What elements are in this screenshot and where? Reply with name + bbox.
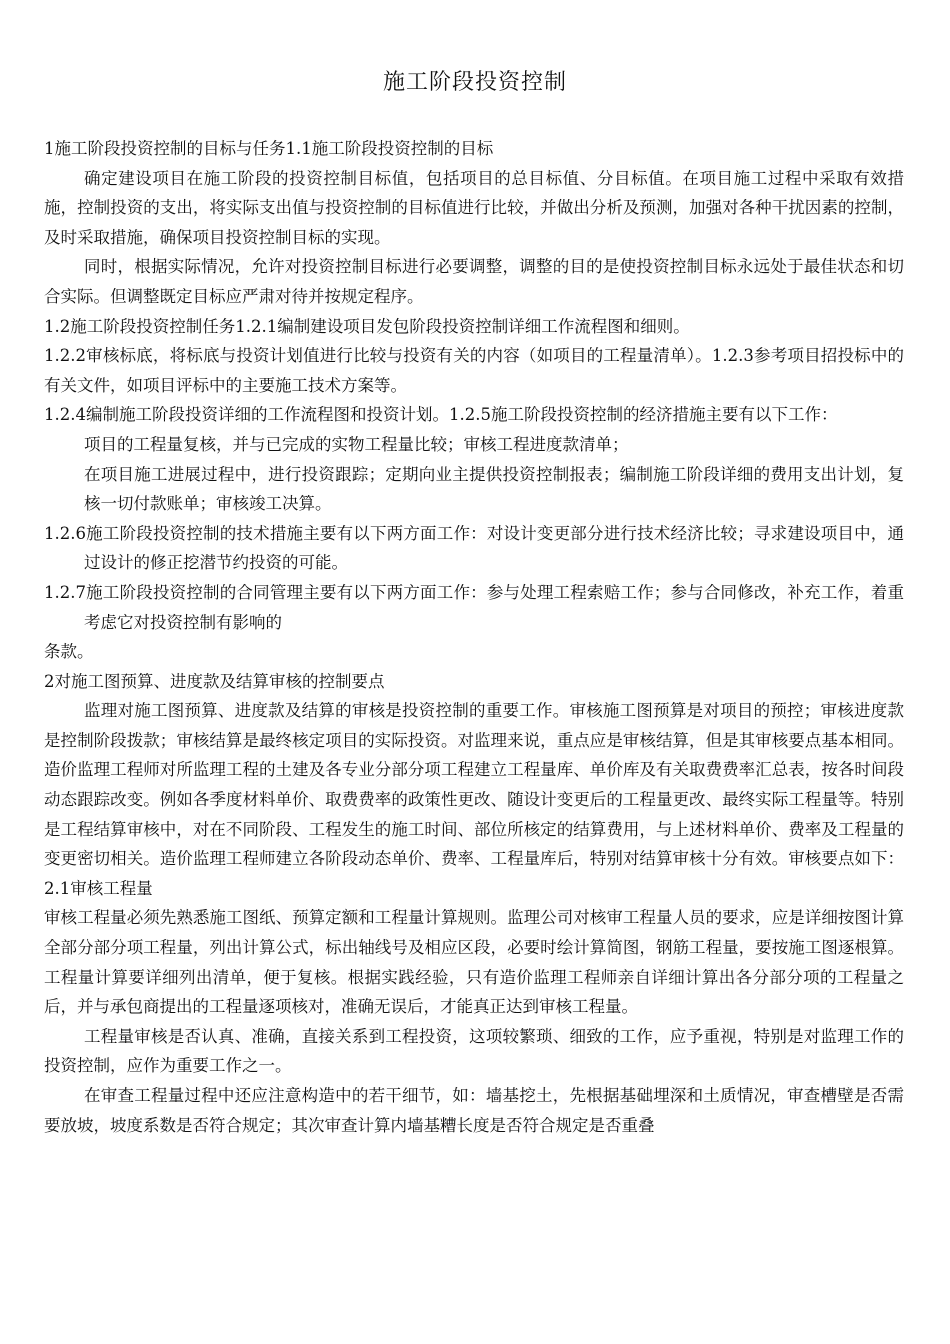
paragraph-quantity-audit: 审核工程量必须先熟悉施工图纸、预算定额和工程量计算规则。监理公司对核审工程量人员的要求，应是详细按图计算全部分部分项工程量，列出计算公式，标出轴线号及相应区段，必要时绘计算简图，钢筋工程量，要按施工图逐根算。工程量计算要详细列出清单，便于复核。根据实践经验，只有造价监理工程师亲自详细计算出各分部分项的工程量之后，并与承包商提出的工程量逐项核对，准确无误后，才能真正达到审核工程量。 <box>44 908 904 1017</box>
subsection-1-2-4: 1.2.4编制施工阶段投资详细的工作流程图和投资计划。1.2.5施工阶段投资控制的经济措施主要有以下工作： <box>44 405 838 425</box>
paragraph-construction-details: 在审查工程量过程中还应注意构造中的若干细节，如：墙基挖土，先根据基础埋深和土质情况，审查槽壁是否需要放坡，坡度系数是否符合规定；其次审查计算内墙基糟长度是否符合规定是否重叠 <box>44 1086 904 1135</box>
section-heading-2: 2对施工图预算、进度款及结算审核的控制要点 <box>44 671 385 691</box>
page-title: 施工阶段投资控制 <box>382 70 567 95</box>
document-body <box>44 134 904 1140</box>
list-item-quantity-review: 项目的工程量复核，并与已完成的实物工程量比较；审核工程进度款清单； <box>84 434 629 454</box>
section-heading-1: 1施工阶段投资控制的目标与任务1.1施工阶段投资控制的目标 <box>44 139 494 158</box>
paragraph-adjustment: 同时，根据实际情况，允许对投资控制目标进行必要调整，调整的目的是使投资控制目标永远处于最佳状态和切合实际。但调整既定目标应严肃对待并按规定程序。 <box>44 257 904 306</box>
subsection-1-2: 1.2施工阶段投资控制任务1.2.1编制建设项目发包阶段投资控制详细工作流程图和细则。 <box>44 316 690 336</box>
paragraph-target: 确定建设项目在施工阶段的投资控制目标值，包括项目的总目标值、分目标值。在项目施工过程中采取有效措施，控制投资的支出，将实际支出值与投资控制的目标值进行比较，并做出分析及预测，加强对各种干扰因素的控制，及时采取措施，确保项目投资控制目标的实现。 <box>44 168 904 247</box>
subsection-1-2-2: 1.2.2审核标底，将标底与投资计划值进行比较与投资有关的内容（如项目的工程量清单）。1.2.3参考项目招投标中的有关文件，如项目评标中的主要施工技术方案等。 <box>44 346 904 395</box>
paragraph-clause-end: 条款。 <box>44 642 94 662</box>
paragraph-audit-overview: 监理对施工图预算、进度款及结算的审核是投资控制的重要工作。审核施工图预算是对项目的预控；审核进度款是控制阶段拨款；审核结算是最终核定项目的实际投资。对监理来说，重点应是审核结算，但是其审核要点基本相同。造价监理工程师对所监理工程的土建及各专业分部分项工程建立工程量库、单价库及有关取费费率汇总表，按各时间段动态跟踪改变。例如各季度材料单价、取费费率的政策性更改、随设计变更后的工程量更改、最终实际工程量等。特别是工程结算审核中，对在不同阶段、工程发生的施工时间、部位所核定的结算费用，与上述材料单价、费率及工程量的变更密切相关。造价监理工程师建立各阶段动态单价、费率、工程量库后，特别对结算审核十分有效。审核要点如下：2.1审核工程量 <box>44 701 904 898</box>
subsection-1-2-7: 1.2.7施工阶段投资控制的合同管理主要有以下两方面工作：参与处理工程索赔工作；参与合同修改，补充工作，着重考虑它对投资控制有影响的 <box>44 582 904 632</box>
paragraph-quantity-importance: 工程量审核是否认真、准确，直接关系到工程投资，这项较繁琐、细致的工作，应予重视，特别是对监理工作的投资控制，应作为重要工作之一。 <box>44 1026 904 1076</box>
list-item-cost-tracking: 在项目施工进展过程中，进行投资跟踪；定期向业主提供投资控制报表；编制施工阶段详细的费用支出计划，复核一切付款账单；审核竣工决算。 <box>84 464 904 514</box>
subsection-1-2-6: 1.2.6施工阶段投资控制的技术措施主要有以下两方面工作：对设计变更部分进行技术经济比较；寻求建设项目中，通过设计的修正挖潜节约投资的可能。 <box>44 523 904 573</box>
